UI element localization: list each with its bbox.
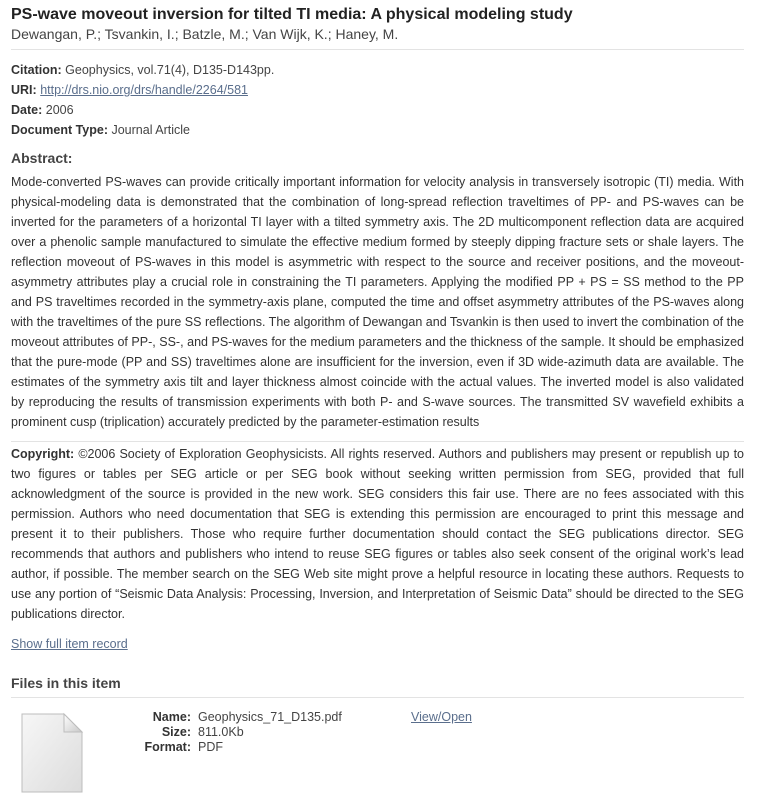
file-thumbnail[interactable] [20, 712, 84, 794]
file-name-label: Name: [152, 710, 191, 724]
view-open-link[interactable]: View/Open [411, 710, 472, 724]
file-format-value: PDF [198, 740, 223, 754]
date-label: Date: [11, 103, 43, 117]
citation-value: Geophysics, vol.71(4), D135-D143pp. [65, 63, 275, 77]
document-type-label: Document Type: [11, 123, 108, 137]
uri-row [11, 80, 751, 100]
file-size-label: Size: [161, 725, 191, 739]
item-authors: Dewangan, P.; Tsvankin, I.; Batzle, M.; Van Wijk, K.; Haney, M. [11, 24, 744, 50]
file-name-row [121, 710, 342, 725]
uri-link[interactable]: http://drs.nio.org/drs/handle/2264/581 [40, 83, 248, 97]
citation-row [11, 60, 751, 80]
uri-label: URI: [11, 83, 37, 97]
file-size-row [121, 725, 342, 740]
item-metadata [11, 60, 751, 140]
date-row [11, 100, 751, 120]
document-icon [20, 712, 84, 794]
date-value: 2006 [45, 103, 74, 117]
file-view-cell [411, 710, 472, 725]
item-title: PS-wave moveout inversion for tilted TI media: A physical modeling study [11, 6, 573, 23]
file-entry [11, 710, 751, 810]
files-heading: Files in this item [11, 673, 744, 698]
file-name-value: Geophysics_71_D135.pdf [198, 710, 342, 724]
full-record-row [11, 634, 751, 654]
file-size-value: 811.0Kb [198, 725, 244, 739]
citation-label: Citation: [11, 63, 62, 77]
copyright-text: ©2006 Society of Exploration Geophysicists. All rights reserved. Authors and publishers may present or republish up to two figures or tables per SEG article or per SEG book without seeking written permission from SEG, provided that full acknowledgment of the source is provided in the new work. SEG considers this fair use. There are no fees associated with this permission. Authors who need documentation that SEG is extending this permission are encouraged to print this message and present it to their publishers. Those who require further documentation should contact the SEG publications director. SEG recommends that authors and publishers who intend to reuse SEG figures or tables also seek consent of the original work’s lead author, if possible. The member search on the SEG Web site might prove a helpful resource in locating these authors. Requests to use any portion of “Seismic Data Analysis: Processing, Inversion, and Interpretation of Seismic Data” should be directed to the SEG publications director. [11, 447, 744, 621]
abstract-heading: Abstract: [11, 150, 73, 166]
file-format-row [121, 740, 342, 755]
document-type-value: Journal Article [111, 123, 190, 137]
copyright-label: Copyright: [11, 447, 75, 461]
abstract-text: Mode-converted PS-waves can provide critically important information for velocity analysis in transversely isotropic (TI) media. With physical-modeling data is demonstrated that the combination of long-spread reflection traveltimes of PP- and PS-waves can be inverted for the parameters of a horizontal TI layer with a tilted symmetry axis. The 2D multicomponent reflection data are acquired over a phenolic sample manufactured to simulate the effective medium formed by steeply dipping fracture sets or shale layers. The reflection moveout of PS-waves in this model is asymmetric with respect to the source and receiver positions, and the moveout-asymmetry attributes play a crucial role in constraining the TI parameters. Applying the modified PP + PS = SS method to the PP and PS traveltimes recorded in the symmetry-axis plane, computed the time and offset asymmetry attributes of the PS-waves along with the traveltimes of the pure SS reflections. The algorithm of Dewangan and Tsvankin is then used to invert the combination of the moveout attributes of PP-, SS-, and PS-waves for the medium parameters and the thickness of the sample. It should be emphasized that the pure-mode (PP and SS) traveltimes alone are insufficient for the inversion, even if 3D wide-azimuth data are available. The estimates of the symmetry axis tilt and layer thickness almost coincide with the actual values. The inverted model is also validated by reproducing the results of transmission experiments with both P- and S-wave sources. The transmitted SV wavefield exhibits a prominent cusp (triplication) accurately predicted by the parameter-estimation results [11, 175, 744, 429]
show-full-record-link[interactable]: Show full item record [11, 637, 128, 651]
document-type-row [11, 120, 751, 140]
file-format-label: Format: [144, 740, 191, 754]
file-metadata [121, 710, 342, 755]
copyright-block [11, 441, 744, 624]
